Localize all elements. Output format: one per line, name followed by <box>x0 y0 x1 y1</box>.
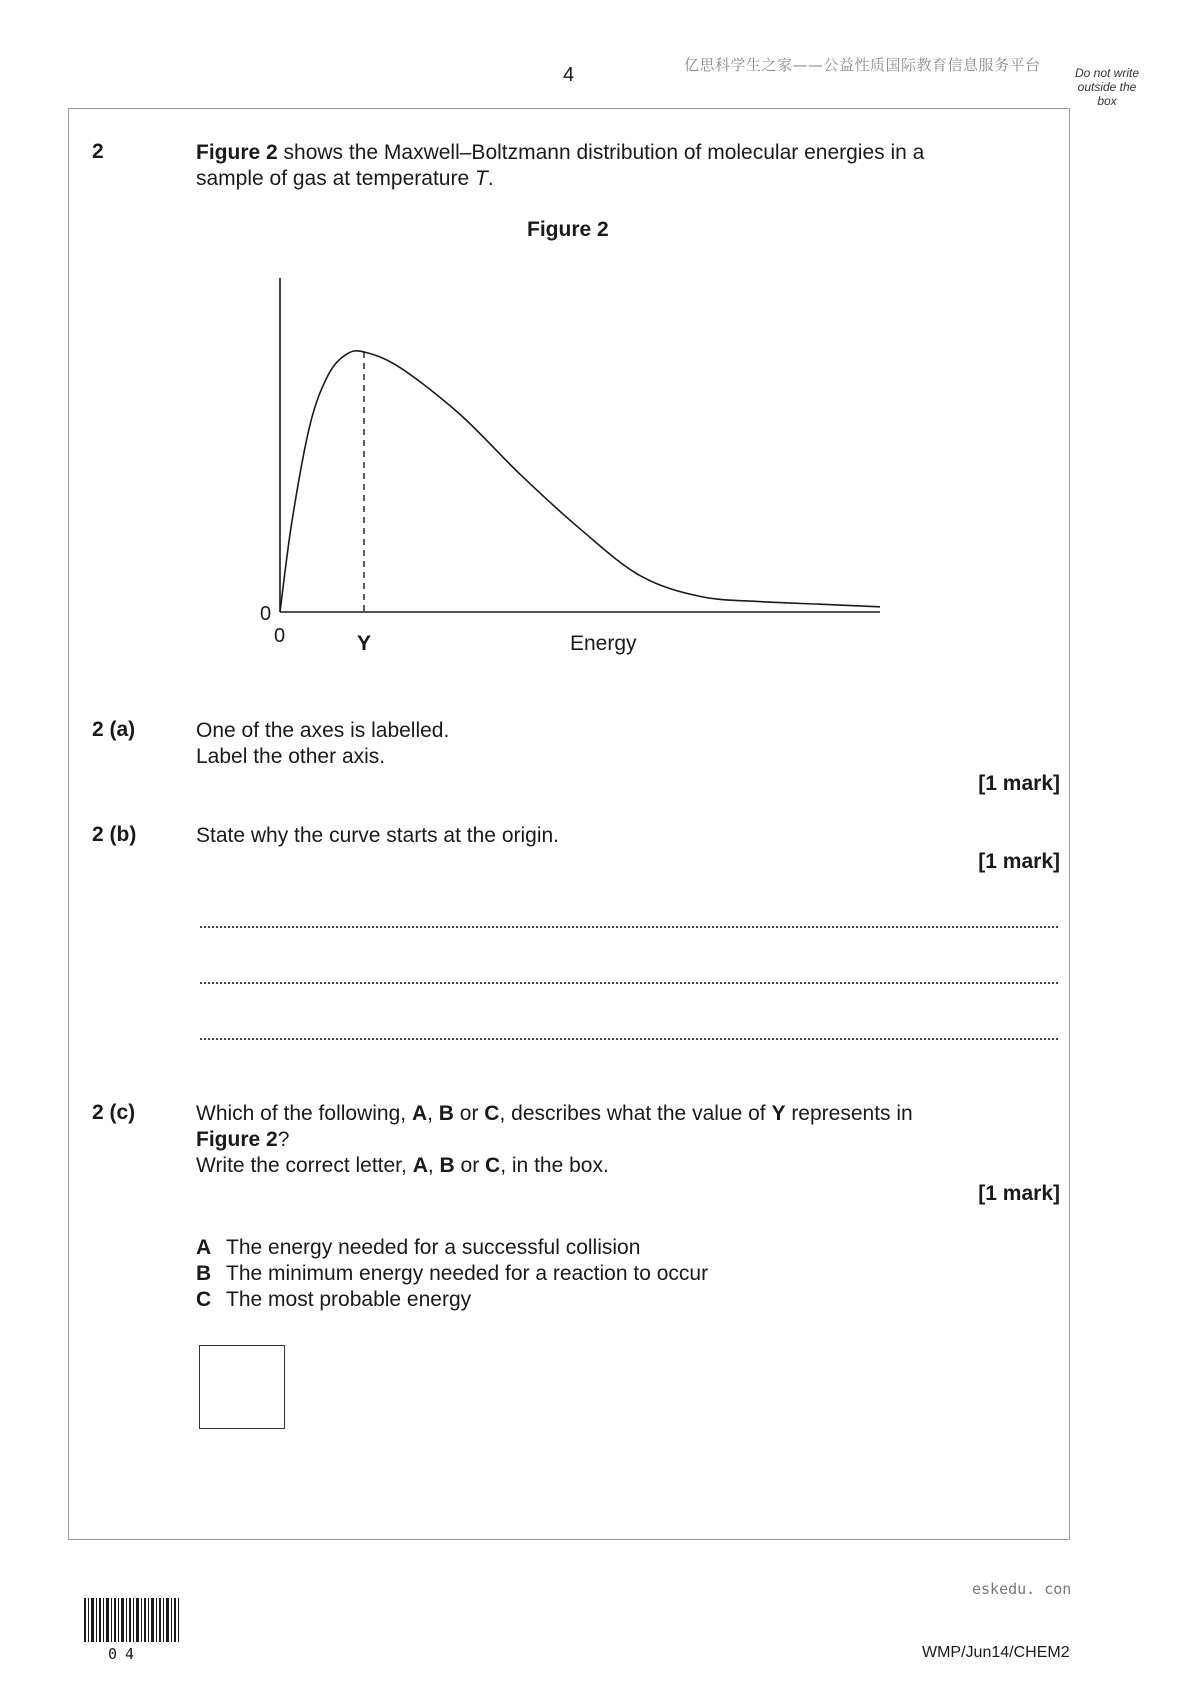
part-c-text-span: , <box>427 1154 440 1177</box>
option-letter: A <box>196 1236 212 1259</box>
margin-note-line: outside the <box>1077 80 1137 94</box>
answer-letter-box[interactable] <box>199 1345 285 1429</box>
option-ref-b: B <box>438 1102 454 1125</box>
option-ref-b: B <box>439 1154 455 1177</box>
part-a-line: One of the axes is labelled. <box>196 719 450 742</box>
option-text: The energy needed for a successful collision <box>226 1236 641 1259</box>
option-letter: B <box>196 1262 212 1285</box>
y-marker-label: Y <box>357 632 372 655</box>
figure-title: Figure 2 <box>527 218 609 241</box>
option-ref-c: C <box>485 1154 501 1177</box>
answer-line[interactable] <box>200 924 1058 928</box>
part-b-marks: [1 mark] <box>978 850 1060 873</box>
option-text: The most probable energy <box>226 1288 472 1311</box>
x-origin-label: 0 <box>274 625 286 647</box>
distribution-curve <box>280 351 880 612</box>
part-a-label: 2 (a) <box>92 718 136 741</box>
option-ref-c: C <box>484 1102 500 1125</box>
part-c-label: 2 (c) <box>92 1101 136 1124</box>
question-intro <box>196 140 1016 192</box>
intro-text-3: . <box>487 167 494 190</box>
part-c-text-span: , <box>427 1102 439 1125</box>
option-text: The minimum energy needed for a reaction to occur <box>226 1262 709 1285</box>
part-c-text-span: Which of the following, <box>196 1102 412 1125</box>
y-origin-label: 0 <box>260 603 272 625</box>
part-c-text-span: , describes what the value of <box>499 1102 772 1125</box>
watermark-text: 亿思科学生之家——公益性质国际教育信息服务平台 <box>684 56 1041 74</box>
paper-code: WMP/Jun14/CHEM2 <box>922 1644 1070 1661</box>
part-c-text <box>196 1101 996 1179</box>
part-a-line: Label the other axis. <box>196 745 386 768</box>
maxwell-boltzmann-chart <box>230 270 910 670</box>
page-number: 4 <box>563 64 575 86</box>
option-letter: C <box>196 1288 212 1311</box>
option-a <box>196 1236 640 1260</box>
x-axis-label: Energy <box>570 632 637 655</box>
part-c-text-span: Write the correct letter, <box>196 1154 413 1177</box>
answer-line[interactable] <box>200 980 1058 984</box>
question-number: 2 <box>92 140 104 163</box>
footer-site: eskedu. con <box>972 1580 1072 1598</box>
intro-text-2: sample of gas at temperature <box>196 167 475 190</box>
margin-note-line: box <box>1097 94 1117 108</box>
margin-note-line: Do not write <box>1074 66 1140 80</box>
option-ref-a: A <box>412 1154 428 1177</box>
part-c-text-span: or <box>453 1102 485 1125</box>
part-c-text-span: represents in <box>785 1102 913 1125</box>
figure-ref: Figure 2 <box>196 1128 278 1151</box>
part-c-text-span: , in the box. <box>500 1154 609 1177</box>
intro-text: shows the Maxwell–Boltzmann distribution of molecular energies in a <box>277 141 925 164</box>
part-b-label: 2 (b) <box>92 823 137 846</box>
temperature-var: T <box>474 167 488 190</box>
part-c-text-span: ? <box>277 1128 290 1151</box>
part-c-text-span: or <box>454 1154 486 1177</box>
part-a-text <box>196 718 449 770</box>
y-ref: Y <box>771 1102 786 1125</box>
option-c <box>196 1288 471 1312</box>
answer-line[interactable] <box>200 1036 1058 1040</box>
option-b <box>196 1262 708 1286</box>
option-ref-a: A <box>411 1102 428 1125</box>
barcode-image <box>84 1598 180 1642</box>
barcode-number: 04 <box>108 1645 143 1663</box>
figure-ref: Figure 2 <box>196 141 278 164</box>
part-a-marks: [1 mark] <box>978 772 1060 795</box>
part-c-marks: [1 mark] <box>978 1182 1060 1205</box>
part-b-text: State why the curve starts at the origin. <box>196 824 560 847</box>
margin-note <box>1062 66 1152 108</box>
